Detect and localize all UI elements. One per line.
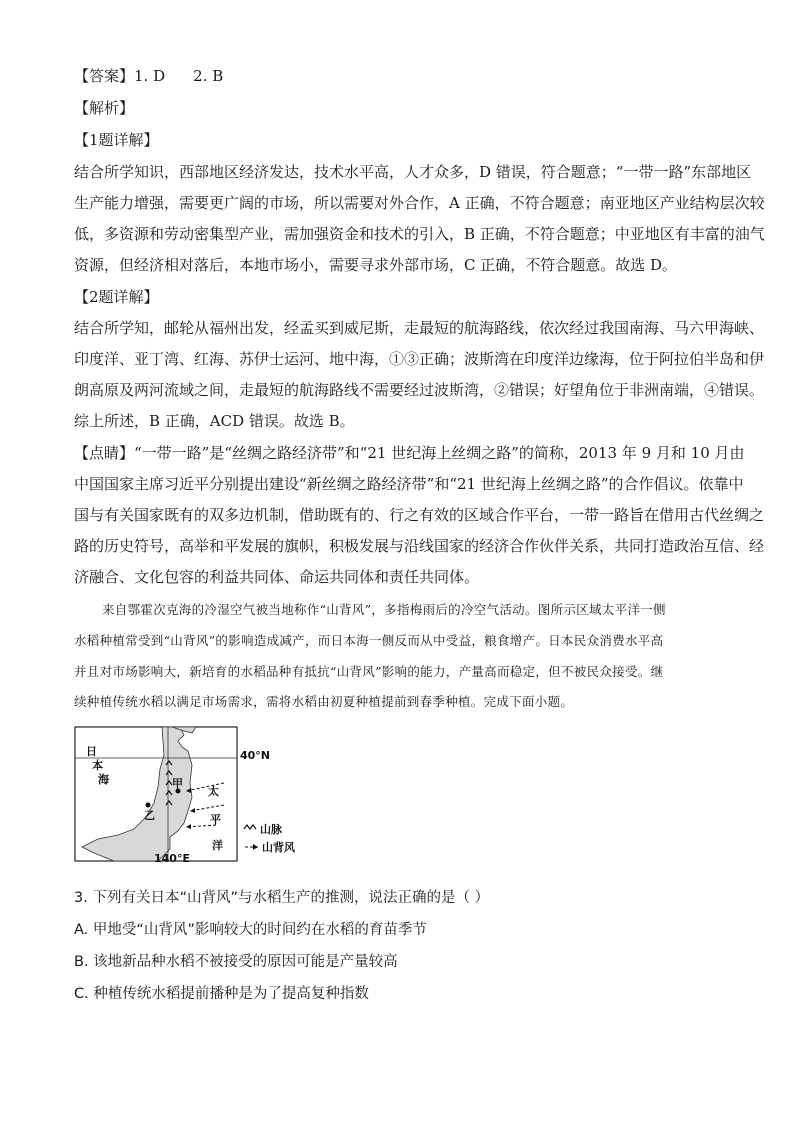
q2-line: 结合所学知，邮轮从福州出发，经孟买到威尼斯，走最短的航海路线，依次经过我国南海、马六甲海峡、	[74, 319, 765, 337]
q2-line: 印度洋、亚丁湾、红海、苏伊士运河、地中海，①③正确；波斯湾在印度洋边缘海，位于阿拉伯半岛和伊	[74, 350, 765, 368]
question-3-stem: 3. 下列有关日本“山背风”与水稻生产的推测，说法正确的是（ ）	[74, 890, 490, 906]
tip-line: 【点睛】“一带一路”是“丝绸之路经济带”和“21 世纪海上丝绸之路”的简称，2013 年 9 月和 10 月由	[74, 444, 745, 462]
tip-line: 国与有关国家既有的双多边机制，借助既有的、行之有效的区域合作平台，一带一路旨在借用古代丝绸之	[74, 506, 765, 524]
q2-line: 综上所述，B 正确，ACD 错误。故选 B。	[74, 412, 355, 430]
label-pacific-1: 太	[208, 785, 219, 798]
passage-line: 来自鄂霍次克海的冷湿空气被当地称作“山背风”，多指梅雨后的冷空气活动。图所示区域太平洋一侧	[102, 602, 666, 617]
label-pacific-3: 洋	[212, 839, 223, 852]
q1-line: 低，多资源和劳动密集型产业，需加强资金和技术的引入，B 正确，不符合题意；中亚地区有丰富的油气	[74, 225, 765, 243]
label-yi: 乙	[144, 809, 155, 822]
q1-line: 生产能力增强，需要更广阔的市场，所以需要对外合作，A 正确，不符合题意；南亚地区产业结构层次较	[74, 194, 765, 212]
label-japan-sea-1: 日	[86, 745, 97, 758]
passage-line: 水稻种植常受到“山背风”的影响造成减产，而日本海一侧反而从中受益，粮食增产。日本民众消费水平高	[74, 633, 664, 648]
passage-line: 续种植传统水稻以满足市场需求，需将水稻由初夏种植提前到春季种植。完成下面小题。	[74, 694, 574, 709]
label-pacific-2: 平	[210, 813, 221, 826]
q2-line: 朗高原及两河流域之间，走最短的航海路线不需要经过波斯湾，②错误；好望角位于非洲南端，④错误。	[74, 381, 765, 399]
question-3-option-a: A. 甲地受“山背风”影响较大的时间约在水稻的育苗季节	[74, 922, 427, 938]
q2-header: 【2题详解】	[74, 288, 159, 306]
legend-mountain-icon	[244, 825, 256, 829]
passage-line: 并且对市场影响大，新培育的水稻品种有抵抗“山背风”影响的能力，产量高而稳定，但不被民众接受。继	[74, 664, 664, 679]
legend-wind: 山背风	[262, 841, 295, 854]
answer-1: 1. D	[134, 67, 166, 85]
answer-line	[74, 66, 223, 86]
q1-header: 【1题详解】	[74, 131, 159, 149]
q1-line: 资源，但经济相对落后，本地市场小，需要寻求外部市场，C 正确，不符合题意。故选 D。	[74, 256, 678, 274]
question-3-option-c: C. 种植传统水稻提前播种是为了提高复种指数	[74, 986, 369, 1002]
label-140e: 140°E	[154, 852, 190, 863]
q1-line: 结合所学知识，西部地区经济发达，技术水平高，人才众多，D 错误，符合题意；“一带一路”东部地区	[74, 163, 752, 181]
answer-2: 2. B	[193, 67, 224, 85]
japan-map	[74, 725, 306, 863]
legend-wind-arrowhead	[253, 844, 258, 850]
label-japan-sea-3: 海	[98, 773, 109, 786]
point-yi	[146, 803, 151, 808]
question-3-option-b: B. 该地新品种水稻不被接受的原因可能是产量较高	[74, 954, 398, 970]
label-jia: 甲	[172, 777, 183, 790]
label-40n: 40°N	[240, 749, 271, 762]
answer-label: 【答案】	[74, 67, 135, 85]
legend-mountain: 山脉	[260, 823, 282, 836]
label-japan-sea-2: 本	[92, 759, 103, 772]
tip-line: 中国国家主席习近平分别提出建设“新丝绸之路经济带”和“21 世纪海上丝绸之路”的合作倡议。依靠中	[74, 475, 744, 493]
tip-line: 路的历史符号，高举和平发展的旗帜，积极发展与沿线国家的经济合作伙伴关系，共同打造政治互信、经	[74, 537, 765, 555]
analysis-label: 【解析】	[74, 99, 135, 117]
tip-line: 济融合、文化包容的利益共同体、命运共同体和责任共同体。	[74, 568, 480, 586]
